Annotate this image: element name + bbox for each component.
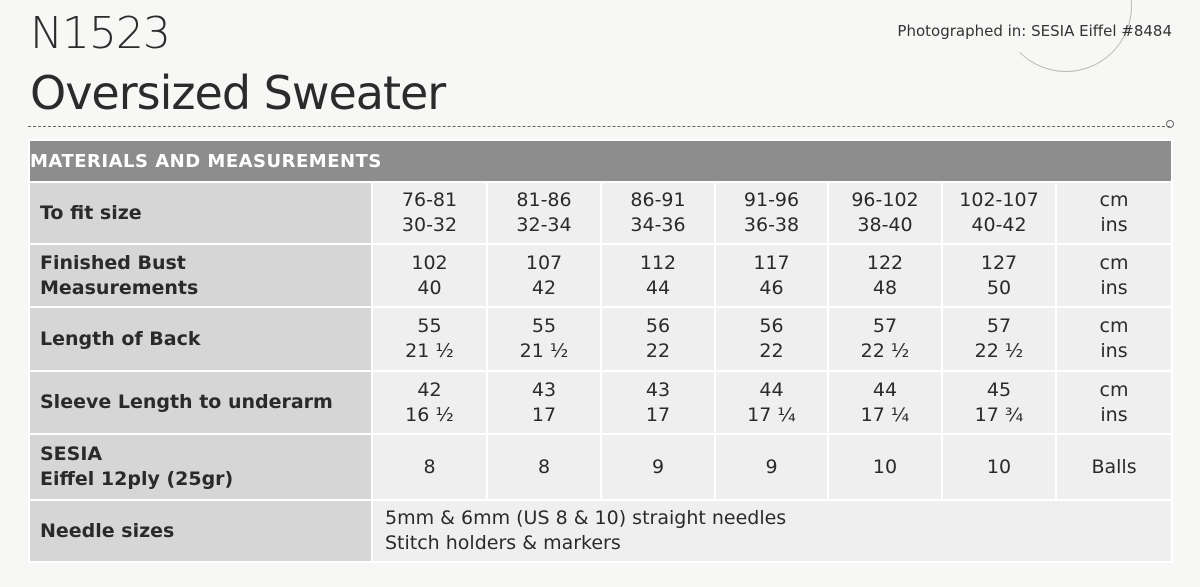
cell-value: 44: [872, 378, 898, 401]
cell-value: 16 ½: [405, 403, 454, 426]
cell-value: 81-86: [516, 189, 572, 211]
size-cell: [372, 307, 487, 371]
cell-value: 10: [872, 455, 898, 478]
cell-value: 127: [980, 251, 1018, 274]
cell-value: 22 ½: [974, 340, 1024, 362]
cell-value: 42: [531, 276, 557, 299]
size-cell: [372, 182, 487, 244]
needle-line: Stitch holders & markers: [385, 532, 621, 554]
cell-value: 38-40: [857, 214, 913, 236]
unit-label: cm: [1099, 251, 1129, 274]
row-label-line: Sleeve Length to underarm: [40, 391, 333, 413]
size-cell: [487, 244, 601, 307]
cell-value: 10: [986, 455, 1012, 478]
size-cell: [487, 182, 601, 244]
cell-value: 107: [525, 251, 563, 274]
divider-end-circle: [1166, 120, 1174, 128]
size-cell: [601, 434, 715, 500]
size-cell: [715, 307, 828, 371]
cell-value: 57: [986, 315, 1012, 337]
pattern-code: N1523: [30, 8, 170, 59]
cell-value: 17: [531, 403, 557, 426]
cell-value: 32-34: [516, 214, 572, 236]
cell-value: 21 ½: [405, 340, 454, 362]
cell-value: 76-81: [401, 189, 458, 211]
unit-label: cm: [1099, 378, 1129, 401]
units-cell: [1056, 434, 1172, 500]
units-cell: [1056, 182, 1172, 244]
table-row-needles: [29, 500, 1172, 562]
cell-value: 9: [765, 455, 778, 478]
size-cell: [601, 371, 715, 434]
cell-value: 96-102: [851, 189, 919, 211]
size-cell: [487, 434, 601, 500]
cell-value: 21 ½: [519, 340, 569, 362]
cell-value: 48: [872, 276, 898, 299]
table-row: [29, 182, 1172, 244]
pattern-title: Oversized Sweater: [30, 66, 446, 120]
cell-value: 22 ½: [860, 340, 910, 362]
cell-value: 57: [872, 315, 898, 337]
size-cell: [715, 434, 828, 500]
size-cell: [372, 434, 487, 500]
cell-value: 112: [639, 251, 677, 274]
unit-label: ins: [1100, 214, 1128, 236]
unit-label: ins: [1100, 403, 1128, 426]
table-row: [29, 244, 1172, 307]
row-label: Needle sizes: [29, 500, 372, 562]
table-row: [29, 371, 1172, 434]
cell-value: 102-107: [959, 189, 1039, 211]
row-label-line: Eiffel 12ply (25gr): [40, 468, 234, 490]
cell-value: 22: [645, 340, 671, 362]
size-cell: [942, 434, 1056, 500]
size-cell: [487, 307, 601, 371]
size-cell: [601, 182, 715, 244]
needle-sizes-cell: [372, 500, 1172, 562]
cell-value: 17 ¼: [747, 403, 796, 426]
row-label-line: Finished Bust: [40, 251, 186, 274]
cell-value: 42: [417, 378, 442, 401]
cell-value: 30-32: [401, 214, 458, 236]
units-cell: [1056, 371, 1172, 434]
size-cell: [942, 244, 1056, 307]
row-label: [29, 244, 372, 307]
size-cell: [715, 244, 828, 307]
unit-label: cm: [1099, 189, 1129, 211]
cell-value: 17 ¾: [974, 403, 1024, 426]
size-cell: [601, 244, 715, 307]
size-cell: [828, 434, 942, 500]
unit-label: ins: [1100, 340, 1128, 362]
size-cell: [715, 371, 828, 434]
cell-value: 56: [645, 315, 671, 337]
row-label-line: SESIA: [40, 443, 103, 465]
cell-value: 102: [411, 251, 448, 274]
cell-value: 44: [645, 276, 671, 299]
size-cell: [487, 371, 601, 434]
cell-value: 22: [759, 340, 784, 362]
cell-value: 9: [651, 455, 665, 478]
table-row: [29, 434, 1172, 500]
cell-value: 17: [645, 403, 671, 426]
size-cell: [372, 371, 487, 434]
cell-value: 40: [417, 276, 442, 299]
materials-table: [28, 139, 1173, 563]
size-cell: [828, 371, 942, 434]
unit-label: cm: [1099, 315, 1129, 337]
cell-value: 43: [645, 378, 671, 401]
row-label: [29, 182, 372, 244]
size-cell: [715, 182, 828, 244]
row-label-line: Measurements: [40, 276, 199, 299]
cell-value: 43: [531, 378, 557, 401]
unit-label: Balls: [1091, 455, 1137, 478]
cell-value: 36-38: [743, 214, 800, 236]
row-label: [29, 434, 372, 500]
table-row: [29, 307, 1172, 371]
cell-value: 46: [759, 276, 784, 299]
cell-value: 55: [531, 315, 557, 337]
size-cell: [942, 182, 1056, 244]
needle-line: 5mm & 6mm (US 8 & 10) straight needles: [385, 507, 787, 529]
cell-value: 56: [759, 315, 784, 337]
cell-value: 117: [753, 251, 790, 274]
units-cell: [1056, 307, 1172, 371]
size-cell: [601, 307, 715, 371]
size-cell: [372, 244, 487, 307]
row-label: [29, 371, 372, 434]
dashed-divider: [28, 126, 1170, 127]
size-cell: [942, 307, 1056, 371]
photographed-in-note: Photographed in: SESIA Eiffel #8484: [897, 22, 1172, 40]
row-label-line: To fit size: [40, 201, 142, 224]
size-cell: [828, 244, 942, 307]
size-cell: [942, 371, 1056, 434]
unit-label: ins: [1100, 276, 1128, 299]
cell-value: 40-42: [971, 214, 1027, 236]
cell-value: 8: [423, 455, 436, 478]
cell-value: 86-91: [630, 189, 686, 211]
size-cell: [828, 307, 942, 371]
cell-value: 55: [417, 315, 442, 337]
section-title: MATERIALS AND MEASUREMENTS: [29, 140, 1172, 182]
cell-value: 45: [986, 378, 1012, 401]
cell-value: 8: [537, 455, 551, 478]
row-label: [29, 307, 372, 371]
cell-value: 44: [759, 378, 784, 401]
cell-value: 50: [986, 276, 1012, 299]
cell-value: 122: [866, 251, 904, 274]
row-label-line: Length of Back: [40, 327, 201, 350]
units-cell: [1056, 244, 1172, 307]
size-cell: [828, 182, 942, 244]
cell-value: 34-36: [630, 214, 686, 236]
cell-value: 91-96: [743, 189, 800, 211]
cell-value: 17 ¼: [860, 403, 910, 426]
